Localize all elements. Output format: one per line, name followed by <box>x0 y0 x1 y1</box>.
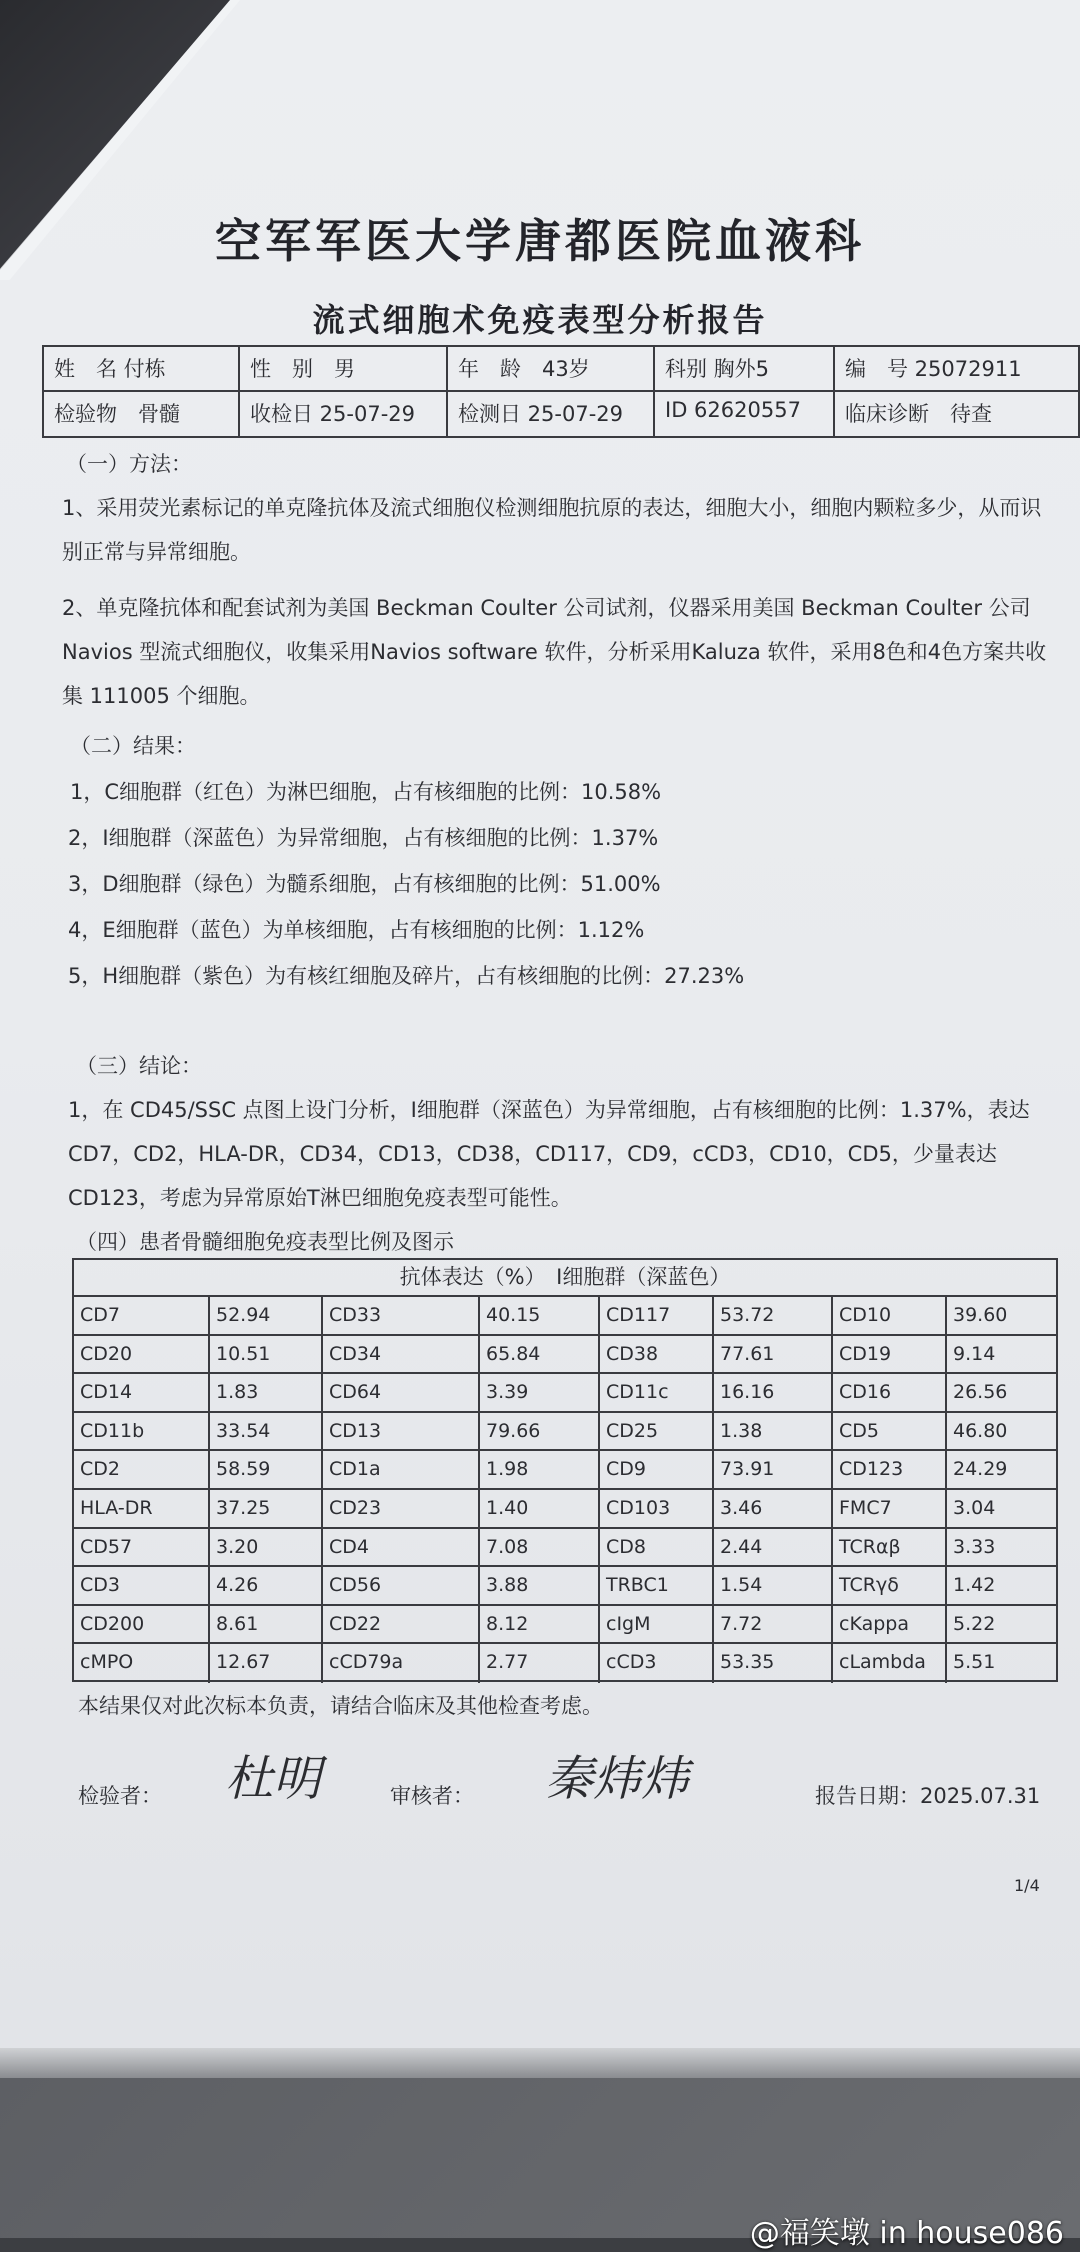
antibody-name-cell: CD5 <box>833 1413 947 1452</box>
antibody-value-cell: 5.22 <box>947 1606 1056 1645</box>
antibody-name-cell: cCD79a <box>323 1644 480 1683</box>
patient-sex: 性 别 男 <box>240 347 448 392</box>
conclusion-text: 1，在 CD45/SSC 点图上设门分析，I细胞群（深蓝色）为异常细胞，占有核细胞的比例：1.37%，表达 CD7，CD2，HLA-DR，CD34，CD13，CD38，CD117，CD9，cCD3，CD10，CD5，少量表达 CD123，考虑为异常原始T淋巴细胞免疫表型可能性。 <box>68 1098 1030 1210</box>
antibody-name-cell: CD19 <box>833 1336 947 1375</box>
antibody-name-cell: CD9 <box>600 1451 714 1490</box>
inspector-label: 检验者： <box>78 1784 162 1808</box>
patient-info-table <box>42 345 1080 438</box>
antibody-value-cell: 1.54 <box>714 1567 833 1606</box>
antibody-name-cell: FMC7 <box>833 1490 947 1529</box>
antibody-expression-table <box>72 1258 1058 1682</box>
antibody-name-cell: CD22 <box>323 1606 480 1645</box>
antibody-value-cell: 8.61 <box>210 1606 323 1645</box>
inspector-signature: 杜明 <box>225 1751 322 1807</box>
table-section-heading: （四）患者骨髓细胞免疫表型比例及图示 <box>76 1230 454 1254</box>
antibody-name-cell: CD64 <box>323 1374 480 1413</box>
antibody-name-cell: CD33 <box>323 1297 480 1336</box>
antibody-name-cell: cIgM <box>600 1606 714 1645</box>
patient-department: 科别 胸外5 <box>655 347 835 392</box>
antibody-name-cell: cKappa <box>833 1606 947 1645</box>
table-grid <box>74 1297 1056 1683</box>
page-number: 1/4 <box>1014 1876 1040 1895</box>
antibody-value-cell: 4.26 <box>210 1567 323 1606</box>
report-title: 流式细胞术免疫表型分析报告 <box>312 301 768 339</box>
antibody-value-cell: 40.15 <box>480 1297 600 1336</box>
methods-paragraph-1: 1、采用荧光素标记的单克隆抗体及流式细胞仪检测细胞抗原的表达，细胞大小，细胞内颗粒多少，从而识别正常与异常细胞。 <box>62 496 1042 564</box>
antibody-name-cell: cMPO <box>74 1644 210 1683</box>
antibody-value-cell: 65.84 <box>480 1336 600 1375</box>
antibody-value-cell: 39.60 <box>947 1297 1056 1336</box>
antibody-name-cell: CD7 <box>74 1297 210 1336</box>
results-heading: （二）结果： <box>70 734 196 758</box>
paper-bottom-edge <box>0 2048 1080 2078</box>
hospital-title: 空军军医大学唐都医院血液科 <box>215 214 865 268</box>
antibody-value-cell: 2.44 <box>714 1529 833 1568</box>
result-item: 4，E细胞群（蓝色）为单核细胞，占有核细胞的比例：1.12% <box>68 918 645 942</box>
antibody-value-cell: 1.98 <box>480 1451 600 1490</box>
antibody-name-cell: CD16 <box>833 1374 947 1413</box>
patient-name: 姓 名 付栋 <box>44 347 240 392</box>
table-header: 抗体表达（%） I细胞群（深蓝色） <box>74 1260 1056 1297</box>
antibody-name-cell: cLambda <box>833 1644 947 1683</box>
antibody-value-cell: 12.67 <box>210 1644 323 1683</box>
reviewer-signature: 秦炜炜 <box>545 1751 690 1807</box>
antibody-name-cell: CD13 <box>323 1413 480 1452</box>
result-item: 1，C细胞群（红色）为淋巴细胞，占有核细胞的比例：10.58% <box>70 780 662 804</box>
antibody-value-cell: 1.40 <box>480 1490 600 1529</box>
antibody-value-cell: 8.12 <box>480 1606 600 1645</box>
result-item: 3，D细胞群（绿色）为髓系细胞，占有核细胞的比例：51.00% <box>68 872 661 896</box>
antibody-name-cell: CD23 <box>323 1490 480 1529</box>
antibody-name-cell: TCRγδ <box>833 1567 947 1606</box>
antibody-name-cell: CD2 <box>74 1451 210 1490</box>
antibody-value-cell: 5.51 <box>953 1651 996 1674</box>
specimen-type: 检验物 骨髓 <box>44 392 240 437</box>
disclaimer: 本结果仅对此次标本负责，请结合临床及其他检查考虑。 <box>78 1694 603 1718</box>
antibody-value-cell: 24.29 <box>947 1451 1056 1490</box>
antibody-value-cell: 46.80 <box>947 1413 1056 1452</box>
antibody-name-cell: CD200 <box>74 1606 210 1645</box>
antibody-value-cell: 52.94 <box>210 1297 323 1336</box>
antibody-value-cell: 53.72 <box>714 1297 833 1336</box>
antibody-value-cell: 3.88 <box>480 1567 600 1606</box>
antibody-value-cell: 3.33 <box>947 1529 1056 1568</box>
result-item: 2，I细胞群（深蓝色）为异常细胞，占有核细胞的比例：1.37% <box>68 826 659 850</box>
antibody-value-cell: 2.77 <box>480 1644 600 1683</box>
antibody-value-cell: 1.38 <box>714 1413 833 1452</box>
antibody-value-cell: 1.42 <box>947 1567 1056 1606</box>
antibody-value-cell: 9.14 <box>947 1336 1056 1375</box>
received-date: 收检日 25-07-29 <box>240 392 448 437</box>
antibody-value-cell: 7.72 <box>714 1606 833 1645</box>
antibody-value-cell: 3.39 <box>480 1374 600 1413</box>
antibody-name-cell: CD14 <box>74 1374 210 1413</box>
antibody-name-cell: cCD3 <box>600 1644 714 1683</box>
antibody-value-cell: 10.51 <box>210 1336 323 1375</box>
antibody-name-cell: CD8 <box>600 1529 714 1568</box>
methods-paragraph-2: 2、单克隆抗体和配套试剂为美国 Beckman Coulter 公司试剂，仪器采用美国 Beckman Coulter 公司Navios 型流式细胞仪，收集采用Navios software 软件，分析采用Kaluza 软件，采用8色和4色方案共收集 111005 个细胞。 <box>62 596 1047 708</box>
report-date: 报告日期：2025.07.31 <box>815 1784 1041 1808</box>
antibody-value-cell: 26.56 <box>947 1374 1056 1413</box>
antibody-name-cell: CD20 <box>74 1336 210 1375</box>
antibody-name-cell: HLA-DR <box>74 1490 210 1529</box>
antibody-value-cell: 33.54 <box>210 1413 323 1452</box>
antibody-name-cell: CD34 <box>323 1336 480 1375</box>
antibody-name-cell: TCRαβ <box>833 1529 947 1568</box>
antibody-value-cell: 58.59 <box>210 1451 323 1490</box>
conclusion-heading: （三）结论： <box>76 1054 202 1078</box>
antibody-name-cell: CD11c <box>600 1374 714 1413</box>
antibody-value-cell: 16.16 <box>714 1374 833 1413</box>
antibody-value-cell: 1.83 <box>210 1374 323 1413</box>
antibody-name-cell: CD10 <box>833 1297 947 1336</box>
antibody-name-cell: CD117 <box>600 1297 714 1336</box>
antibody-value-cell: 3.04 <box>947 1490 1056 1529</box>
watermark: @福笑墩 in house086 <box>749 2216 1064 2251</box>
antibody-name-cell: CD57 <box>74 1529 210 1568</box>
antibody-name-cell: CD3 <box>74 1567 210 1606</box>
clinical-diagnosis: 临床诊断 待查 <box>845 401 992 426</box>
antibody-name-cell: CD123 <box>833 1451 947 1490</box>
antibody-value-cell: 3.46 <box>714 1490 833 1529</box>
patient-age: 年 龄 43岁 <box>448 347 655 392</box>
result-item: 5，H细胞群（紫色）为有核红细胞及碎片，占有核细胞的比例：27.23% <box>68 964 745 988</box>
antibody-name-cell: CD25 <box>600 1413 714 1452</box>
antibody-value-cell: 77.61 <box>714 1336 833 1375</box>
antibody-value-cell: 37.25 <box>210 1490 323 1529</box>
antibody-name-cell: CD4 <box>323 1529 480 1568</box>
antibody-name-cell: CD38 <box>600 1336 714 1375</box>
test-date: 检测日 25-07-29 <box>448 392 655 437</box>
antibody-name-cell: TRBC1 <box>600 1567 714 1606</box>
antibody-value-cell: 79.66 <box>480 1413 600 1452</box>
antibody-name-cell: CD1a <box>323 1451 480 1490</box>
antibody-name-cell: CD103 <box>600 1490 714 1529</box>
patient-id: ID 62620557 <box>655 392 835 437</box>
antibody-value-cell: 7.08 <box>480 1529 600 1568</box>
antibody-name-cell: CD11b <box>74 1413 210 1452</box>
reviewer-label: 审核者： <box>390 1784 474 1808</box>
antibody-value-cell: 53.35 <box>714 1644 833 1683</box>
antibody-value-cell: 3.20 <box>210 1529 323 1568</box>
antibody-value-cell: 73.91 <box>714 1451 833 1490</box>
report-number: 编 号 25072911 <box>835 347 1078 392</box>
methods-heading: （一）方法： <box>66 452 192 476</box>
antibody-name-cell: CD56 <box>323 1567 480 1606</box>
